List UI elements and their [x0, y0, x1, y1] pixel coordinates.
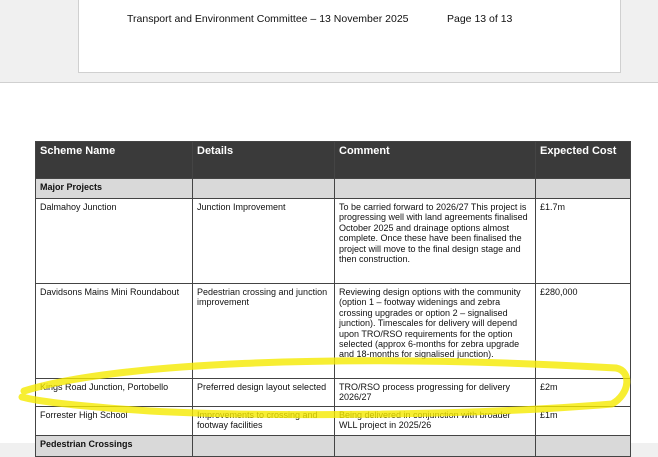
scheme-name-cell: Forrester High School — [36, 407, 193, 436]
comment-cell: Being delivered in conjunction with broader WLL project in 2025/26 — [335, 407, 536, 436]
table-row — [36, 379, 631, 407]
cost-cell: £1m — [536, 407, 631, 436]
footer-committee: Transport and Environment Committee – 13 November 2025 — [127, 13, 409, 25]
schemes-table — [35, 141, 631, 457]
section-row-major-projects — [36, 179, 631, 199]
header-details: Details — [193, 142, 335, 179]
cost-cell: £280,000 — [536, 284, 631, 379]
comment-cell: To be carried forward to 2026/27 This project is progressing well with land agreements finalised October 2025 and drainage options almost complete. Once these have been finalised the project will move to the final design stage and then construction. — [335, 199, 536, 284]
section-row-pedestrian-crossings — [36, 436, 631, 457]
section-cell — [536, 436, 631, 457]
table-row — [36, 284, 631, 379]
scheme-name-cell: Davidsons Mains Mini Roundabout — [36, 284, 193, 379]
details-cell: Pedestrian crossing and junction improvement — [193, 284, 335, 379]
section-cell — [335, 179, 536, 199]
current-page — [0, 82, 658, 449]
comment-cell: Reviewing design options with the community (option 1 – footway widenings and zebra crossing upgrades or option 2 – signalised junction). Timescales for delivery will depend upon TRO/RSO requirements for the option selected (approx 6-months for zebra upgrade and 18-months for signalised junction). — [335, 284, 536, 379]
table-header-row — [36, 142, 631, 179]
cost-cell: £2m — [536, 379, 631, 407]
section-cell — [193, 179, 335, 199]
footer-page-number: Page 13 of 13 — [447, 13, 513, 25]
header-expected-cost: Expected Cost — [536, 142, 631, 179]
header-scheme-name: Scheme Name — [36, 142, 193, 179]
scheme-name-cell: Kings Road Junction, Portobello — [36, 379, 193, 407]
table-row — [36, 199, 631, 284]
section-label: Major Projects — [36, 179, 193, 199]
section-cell — [335, 436, 536, 457]
section-cell — [536, 179, 631, 199]
details-cell: Improvements to crossing and footway facilities — [193, 407, 335, 436]
section-label: Pedestrian Crossings — [36, 436, 193, 457]
comment-cell: TRO/RSO process progressing for delivery 2026/27 — [335, 379, 536, 407]
scheme-name-cell: Dalmahoy Junction — [36, 199, 193, 284]
section-cell — [193, 436, 335, 457]
header-comment: Comment — [335, 142, 536, 179]
details-cell: Preferred design layout selected — [193, 379, 335, 407]
details-cell: Junction Improvement — [193, 199, 335, 284]
cost-cell: £1.7m — [536, 199, 631, 284]
previous-page-bottom — [78, 0, 621, 73]
table-row — [36, 407, 631, 436]
